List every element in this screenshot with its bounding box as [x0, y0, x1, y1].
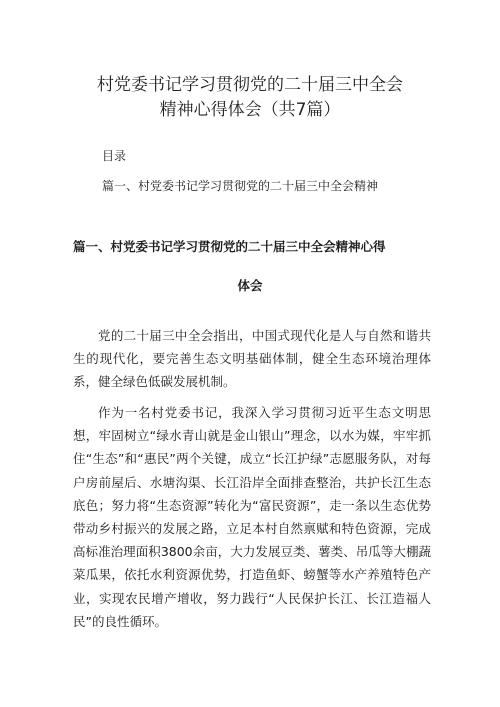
document-title-line-1: 村党委书记学习贯彻党的二十届三中全会 — [97, 75, 403, 95]
section-heading-line-1: 篇一、村党委书记学习贯彻党的二十届三中全会精神心得 — [73, 239, 386, 254]
body-paragraph: 党的二十届三中全会指出，中国式现代化是人与自然和谐共生的现代化，要完善生态文明基础体制，健全生态环境治理体系，健全绿色低碳发展机制。 — [73, 328, 431, 390]
toc-item[interactable]: 篇一、村党委书记学习贯彻党的二十届三中全会精神 — [102, 179, 379, 193]
toc-label: 目录 — [102, 149, 127, 163]
document-title-line-2: 精神心得体会（共7篇） — [159, 100, 341, 120]
section-heading-line-2: 体会 — [237, 278, 263, 293]
body-paragraph: 作为一名村党委书记，我深入学习贯彻习近平生态文明思想，牢固树立“绿水青山就是金山银山”理念，以水为媒，牢牢抓住“生态”和“惠民”两个关键，成立“长江护绿”志愿服务队，对每户房前屋后、水塘沟渠、长江沿岸全面排查整治，共护长江生态底色；努力将“生态资源”转化为“富民资源”，走一条以生态优势带动乡村振兴的发展之路，立足本村自然禀赋和特色资源，完成高标准治理面积3800余亩，大力发展豆类、薯类、吊瓜等大棚蔬菜瓜果，依托水利资源优势，打造鱼虾、螃蟹等水产养殖特色产业，实现农民增产增收，努力践行“人民保护长江、长江造福人民”的良性循环。 — [73, 405, 431, 629]
